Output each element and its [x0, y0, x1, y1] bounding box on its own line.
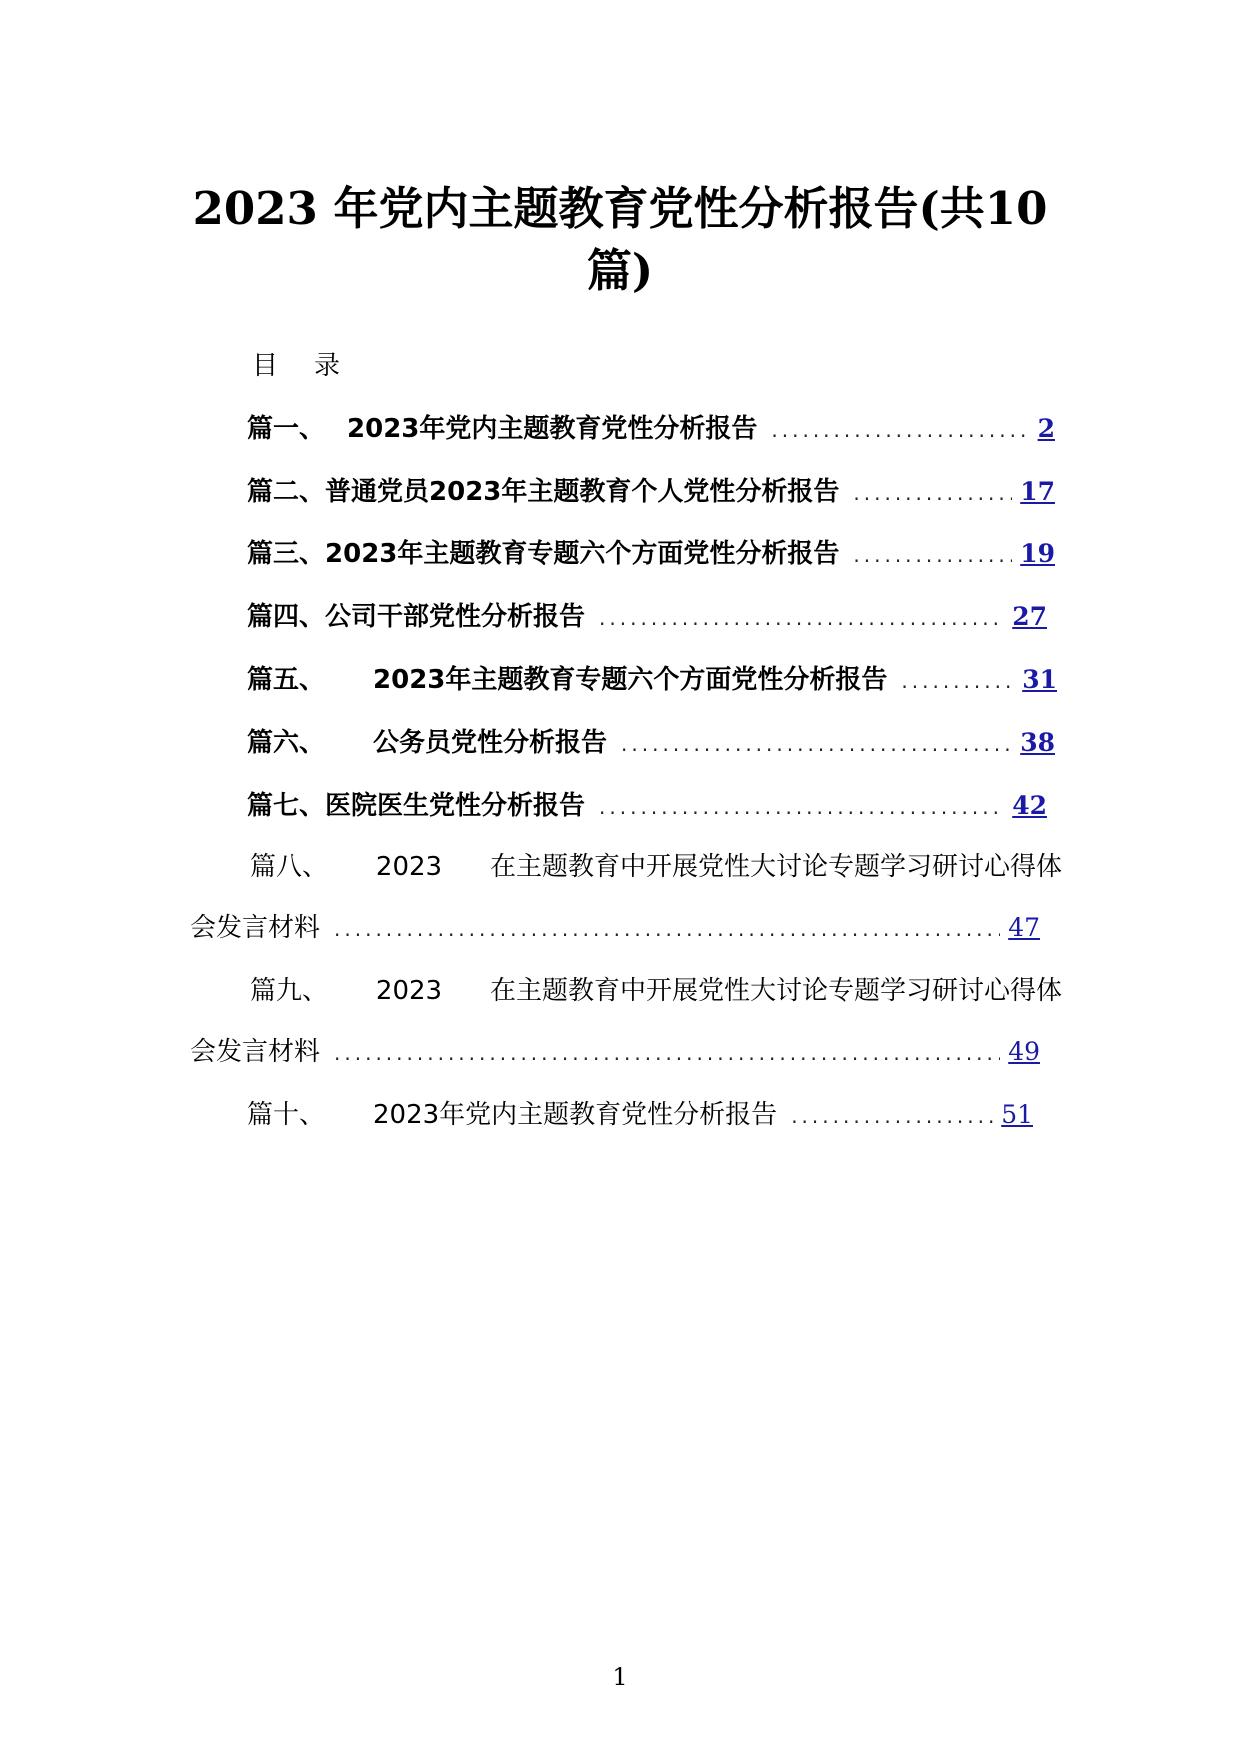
toc-entry-8-line1[interactable] — [250, 849, 1062, 885]
toc-entry-6[interactable] — [247, 725, 1055, 762]
toc-entry-page-link[interactable]: 49 — [1008, 1037, 1040, 1066]
toc-entry-title: 公司干部党性分析报告 — [325, 602, 586, 632]
document-title-line1: 2023 年党内主题教育党性分析报告(共10 — [192, 182, 1048, 235]
toc-entry-title-cont: 会发言材料 — [190, 913, 321, 943]
toc-heading — [252, 348, 340, 384]
toc-entry-prefix: 篇五、 — [247, 665, 326, 695]
toc-leader-dots — [853, 537, 1012, 573]
toc-entry-9-line2[interactable] — [190, 1034, 1040, 1071]
toc-entry-title: 2023年主题教育专题六个方面党性分析报告 — [325, 539, 840, 569]
toc-entry-title: 公务员党性分析报告 — [373, 728, 608, 758]
toc-leader-dots — [599, 789, 1004, 825]
toc-entry-prefix: 篇九、 — [250, 976, 329, 1006]
toc-entry-title: 医院医生党性分析报告 — [325, 791, 586, 821]
toc-entry-8-line2[interactable] — [190, 910, 1040, 947]
toc-entry-prefix: 篇六、 — [247, 728, 326, 758]
page-number-footer: 1 — [612, 1663, 628, 1691]
toc-entry-prefix: 篇四、 — [247, 602, 326, 632]
toc-entry-page-link[interactable]: 17 — [1020, 477, 1055, 506]
toc-entry-title: 普通党员2023年主题教育个人党性分析报告 — [325, 477, 840, 507]
toc-entry-title: 2023年主题教育专题六个方面党性分析报告 — [373, 665, 888, 695]
toc-entry-page-link[interactable]: 2 — [1037, 414, 1055, 443]
toc-entry-page-link[interactable]: 42 — [1012, 791, 1047, 820]
toc-entry-10[interactable] — [247, 1097, 1033, 1134]
toc-entry-title-cont: 会发言材料 — [190, 1037, 321, 1067]
toc-entry-title-year: 2023 — [375, 852, 443, 882]
toc-entry-1[interactable] — [247, 411, 1055, 448]
toc-heading-char-2: 录 — [314, 351, 341, 381]
toc-entry-prefix: 篇一、 — [247, 414, 326, 444]
toc-entry-page-link[interactable]: 31 — [1022, 665, 1057, 694]
toc-entry-title-year: 2023 — [375, 976, 443, 1006]
toc-entry-page-link[interactable]: 19 — [1020, 539, 1055, 568]
toc-entry-prefix: 篇三、 — [247, 539, 326, 569]
toc-entry-prefix: 篇二、 — [247, 477, 326, 507]
toc-entry-5[interactable] — [247, 662, 1057, 699]
toc-entry-prefix: 篇八、 — [250, 852, 329, 882]
toc-entry-title: 在主题教育中开展党性大讨论专题学习研讨心得体 — [489, 976, 1062, 1006]
toc-leader-dots — [853, 475, 1012, 511]
toc-entry-3[interactable] — [247, 536, 1055, 573]
toc-leader-dots — [334, 1035, 1000, 1071]
toc-entry-prefix: 篇十、 — [247, 1100, 326, 1130]
toc-entry-4[interactable] — [247, 599, 1047, 636]
toc-leader-dots — [901, 663, 1014, 699]
document-title-line2: 篇) — [586, 244, 654, 297]
toc-entry-9-line1[interactable] — [250, 973, 1062, 1009]
toc-entry-page-link[interactable]: 51 — [1001, 1100, 1033, 1129]
toc-leader-dots — [334, 911, 1000, 947]
toc-entry-page-link[interactable]: 47 — [1008, 913, 1040, 942]
toc-entry-title: 2023年党内主题教育党性分析报告 — [373, 1100, 778, 1130]
toc-entry-prefix: 篇七、 — [247, 791, 326, 821]
toc-leader-dots — [791, 1098, 993, 1134]
toc-entry-title: 2023年党内主题教育党性分析报告 — [347, 414, 758, 444]
toc-leader-dots — [621, 726, 1012, 762]
toc-entry-page-link[interactable]: 38 — [1020, 728, 1055, 757]
toc-entry-7[interactable] — [247, 788, 1047, 825]
toc-entry-title: 在主题教育中开展党性大讨论专题学习研讨心得体 — [489, 852, 1062, 882]
toc-entry-2[interactable] — [247, 474, 1055, 511]
toc-entry-page-link[interactable]: 27 — [1012, 602, 1047, 631]
toc-leader-dots — [599, 600, 1004, 636]
document-title — [150, 178, 1090, 302]
toc-leader-dots — [771, 412, 1029, 448]
toc-heading-char-1: 目 — [252, 351, 279, 381]
